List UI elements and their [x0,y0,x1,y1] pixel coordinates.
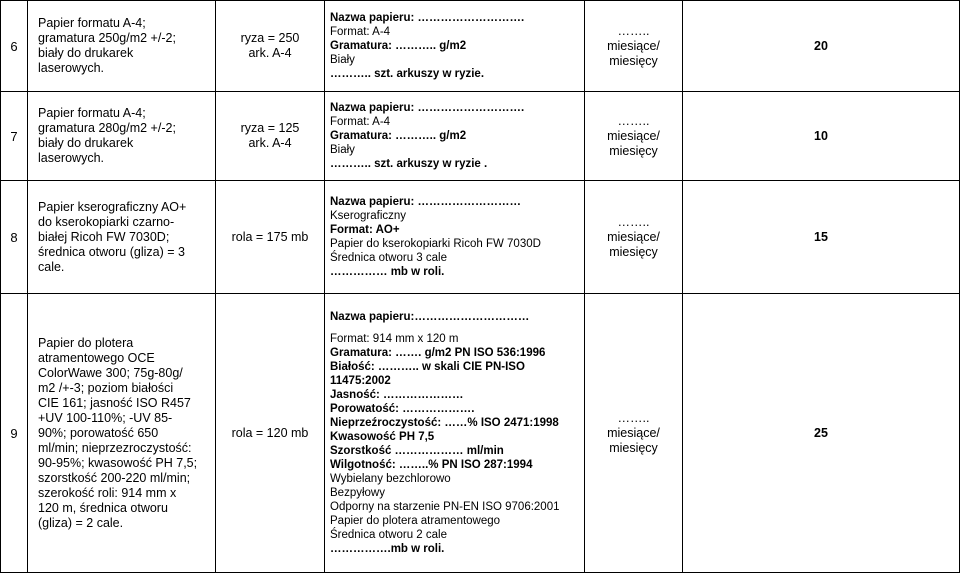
cell-text-line: Format: 914 mm x 120 m [330,333,459,345]
cell-text-line: …………….mb w roli. [330,543,445,555]
cell-text-line: Nazwa papieru: ………………………. [330,12,525,24]
unit-of-measure [216,294,325,573]
cell-text-line: Nazwa papieru: ……………………… [330,196,522,208]
cell-text-line: Średnica otworu 3 cale [330,252,447,264]
cell-text-line: Porowatość: ………………. [330,403,475,415]
cell-text-line: laserowych. [38,61,104,75]
quantity: 25 [683,294,960,573]
cell-text-line: Jasność: ………………… [330,389,464,401]
cell-text-line: Gramatura: ……….. g/m2 [330,130,467,142]
cell-text-line: miesięcy [609,440,658,455]
cell-text-line: Bezpyłowy [330,487,385,499]
cell-text-line: +UV 100-110%; -UV 85- [38,410,173,425]
cell-text-line: Kserograficzny [330,210,407,222]
cell-text-line: miesiące/ [607,229,660,244]
cell-text-line: miesiące/ [607,425,660,440]
cell-text-line: Wilgotność: ……..% PN ISO 287:1994 [330,459,533,471]
quantity: 15 [683,181,960,294]
cell-text-line: 90-95%; kwasowość PH 7,5; [38,455,198,470]
cell-text-line: Biały [330,144,355,156]
cell-text-line: Nazwa papieru: ………………………. [330,102,525,114]
table-row [1,294,960,573]
cell-text-line: do kserokopiarki czarno- [38,214,175,229]
cell-text-line: biały do drukarek [38,136,134,150]
cell-text-line: Papier do plotera [38,335,134,350]
cell-text-line: 90%; porowatość 650 [38,425,159,440]
cell-text-line: miesiące/ [607,128,660,143]
cell-text-line: …….. [617,410,650,425]
table-row [1,181,960,294]
cell-text-line: …….. [617,214,650,229]
cell-text-line: Papier formatu A-4; [38,106,146,120]
cell-text-line: miesięcy [609,53,658,68]
row-number: 6 [1,1,28,92]
row-number: 8 [1,181,28,294]
offered-product-spec [325,294,585,573]
cell-text-line: rola = 175 mb [231,229,309,244]
delivery-time [585,181,683,294]
delivery-time [585,294,683,573]
quantity: 10 [683,92,960,181]
cell-text-line: Papier formatu A-4; [38,16,146,30]
cell-text-line: Gramatura: ……. g/m2 PN ISO 536:1996 [330,347,546,359]
cell-text-line: ryza = 125 [240,121,300,135]
cell-text-line: m2 /+-3; poziom białości [38,380,174,395]
cell-text-line: ……….. szt. arkuszy w ryzie. [330,68,485,80]
cell-text-line: Format: A-4 [330,26,391,38]
cell-text-line: atramentowego OCE [38,350,155,365]
cell-text-line: Format: A-4 [330,116,391,128]
cell-text-line: ……….. szt. arkuszy w ryzie . [330,158,488,170]
cell-text-line: gramatura 250g/m2 +/-2; [38,31,176,45]
cell-text-line: Nieprzeźroczystość: ……% ISO 2471:1998 [330,417,559,429]
cell-text-line: …….. [617,23,650,38]
cell-text-line: Papier do kserokopiarki Ricoh FW 7030D [330,238,541,250]
cell-text-line: Papier kserograficzny AO+ [38,199,187,214]
cell-text-line: …………… mb w roli. [330,266,445,278]
cell-text-line: Średnica otworu 2 cale [330,529,447,541]
cell-text-line: CIE 161; jasność ISO R457 [38,395,191,410]
cell-text-line: szorstkość 200-220 ml/min; [38,470,191,485]
cell-text-line: (gliza) = 2 cale. [38,515,124,530]
table-row [1,92,960,181]
cell-text-line: miesięcy [609,244,658,259]
cell-text-line: Papier do plotera atramentowego [330,515,501,527]
item-description [28,1,216,92]
cell-text-line: cale. [38,259,65,274]
cell-text-line: Odporny na starzenie PN-EN ISO 9706:2001 [330,501,560,513]
cell-text-line: miesiące/ [607,38,660,53]
cell-text-line: ryza = 250 [240,31,300,45]
cell-text-line: 120 m, średnica otworu [38,500,168,515]
cell-text-line: szerokość roli: 914 mm x [38,485,177,500]
cell-text-line: Kwasowość PH 7,5 [330,431,435,443]
table-row [1,1,960,92]
cell-text-line: Biały [330,54,355,66]
item-description [28,294,216,573]
cell-text-line: …….. [617,113,650,128]
item-description [28,181,216,294]
quantity: 20 [683,1,960,92]
unit-of-measure [216,1,325,92]
offered-product-spec [325,92,585,181]
cell-text-line: Wybielany bezchlorowo [330,473,451,485]
unit-of-measure [216,92,325,181]
spacer [330,324,584,332]
row-number: 9 [1,294,28,573]
cell-text-line: rola = 120 mb [231,425,309,440]
offered-product-spec [325,1,585,92]
cell-text-line: Białość: ……….. w skali CIE PN-ISO [330,361,525,373]
cell-text-line: Format: AO+ [330,224,400,236]
delivery-time [585,92,683,181]
cell-text-line: Nazwa papieru:………………………… [330,311,530,323]
delivery-time [585,1,683,92]
cell-text-line: ml/min; nieprzezroczystość: [38,440,192,455]
cell-text-line: średnica otworu (gliza) = 3 [38,244,185,259]
cell-text-line: ColorWawe 300; 75g-80g/ [38,365,183,380]
cell-text-line: 11475:2002 [330,375,391,387]
item-description [28,92,216,181]
cell-text-line: miesięcy [609,143,658,158]
cell-text-line: Gramatura: ……….. g/m2 [330,40,467,52]
unit-of-measure [216,181,325,294]
cell-text-line: biały do drukarek [38,46,134,60]
cell-text-line: ark. A-4 [248,136,292,150]
cell-text-line: białej Ricoh FW 7030D; [38,229,170,244]
cell-text-line: Szorstkość ……………… ml/min [330,445,504,457]
row-number: 7 [1,92,28,181]
cell-text-line: gramatura 280g/m2 +/-2; [38,121,176,135]
offered-product-spec [325,181,585,294]
cell-text-line: laserowych. [38,151,104,165]
cell-text-line: ark. A-4 [248,46,292,60]
